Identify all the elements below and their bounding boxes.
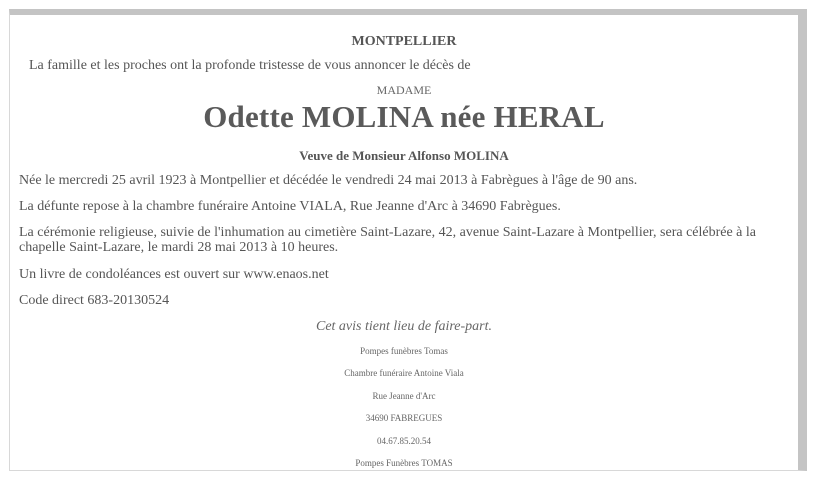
condolence-book-paragraph: Un livre de condoléances est ouvert sur www.enaos.net (19, 267, 329, 282)
obituary-notice (9, 9, 807, 471)
direct-code-paragraph: Code direct 683-20130524 (19, 293, 170, 308)
ceremony-paragraph: La cérémonie religieuse, suivie de l'inhumation au cimetière Saint-Lazare, 42, avenue Saint-Lazare à Montpellier, sera célébrée à la chapelle Saint-Lazare, le mardi 28 mai 2013 à 10 heures. (19, 225, 757, 255)
funeral-home-name: Pompes funèbres Tomas (360, 346, 448, 356)
postal-city: 34690 FABREGUES (365, 413, 443, 423)
repose-paragraph: La défunte repose à la chambre funéraire Antoine VIALA, Rue Jeanne d'Arc à 34690 Fabrègues. (19, 199, 561, 214)
funeral-home-signature: Pompes Funèbres TOMAS (355, 458, 453, 468)
funeral-chamber-name: Chambre funéraire Antoine Viala (344, 368, 464, 378)
city-heading: MONTPELLIER (351, 34, 457, 49)
closing-statement: Cet avis tient lieu de faire-part. (315, 319, 492, 334)
phone-number: 04.67.85.20.54 (377, 436, 431, 446)
deceased-name: Odette MOLINA née HERAL (203, 99, 605, 134)
street-address: Rue Jeanne d'Arc (372, 391, 436, 401)
widow-line: Veuve de Monsieur Alfonso MOLINA (299, 148, 509, 163)
birth-death-paragraph: Née le mercredi 25 avril 1923 à Montpellier et décédée le vendredi 24 mai 2013 à Fabrègues à l'âge de 90 ans. (19, 173, 638, 188)
civility-label: MADAME (376, 83, 432, 97)
intro-text: La famille et les proches ont la profonde tristesse de vous annoncer le décès de (29, 58, 471, 73)
